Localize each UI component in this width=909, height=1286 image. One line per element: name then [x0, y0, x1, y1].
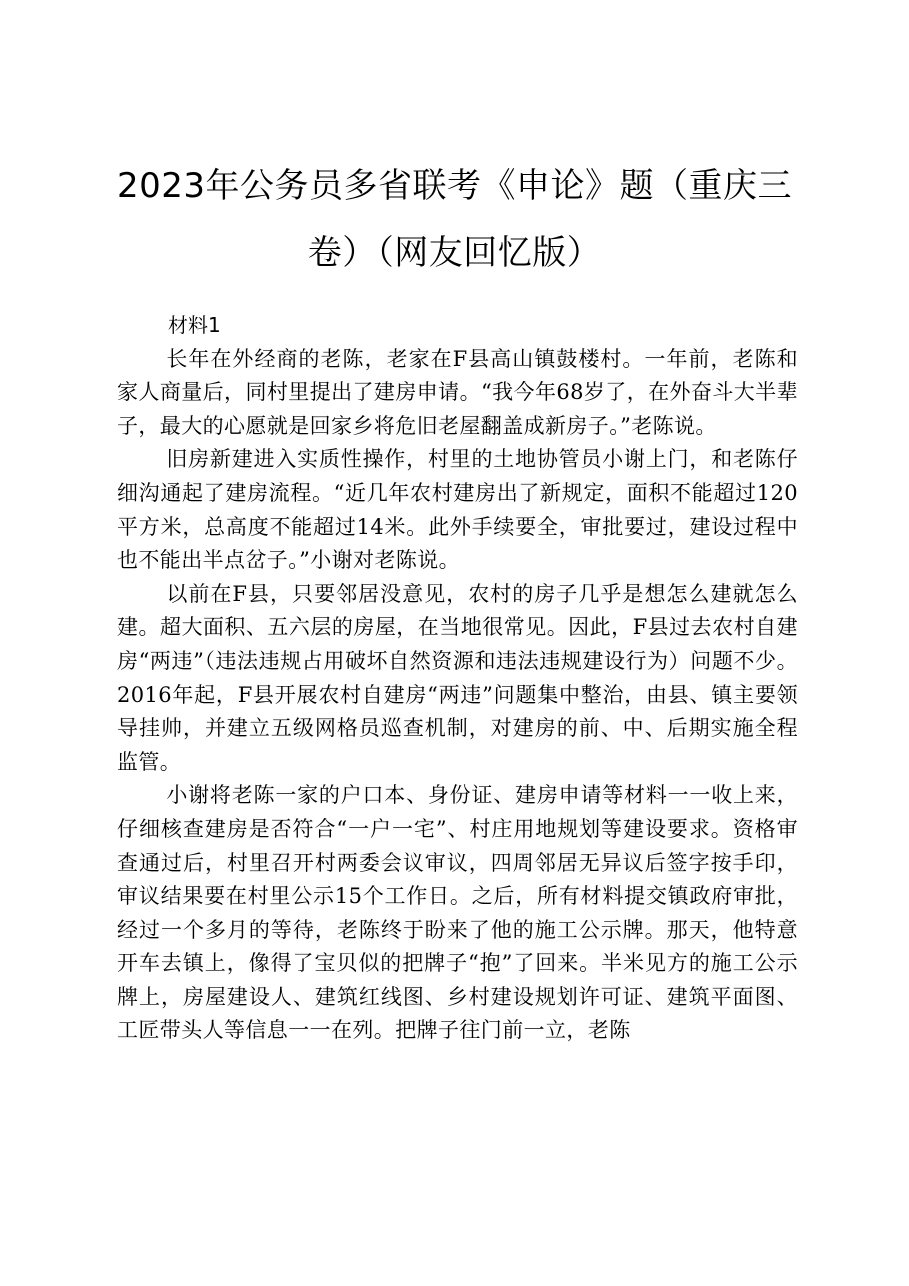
paragraph: 小谢将老陈一家的户口本、身份证、建房申请等材料一一收上来，仔细核查建房是否符合“一户一宅”、村庄用地规划等建设要求。资格审查通过后，村里召开村两委会议审议，四周邻居无异议后签字按手印，审议结果要在村里公示15个工作日。之后，所有材料提交镇政府审批，经过一个多月的等待，老陈终于盼来了他的施工公示牌。那天，他特意开车去镇上，像得了宝贝似的把牌子“抱”了回来。半米见方的施工公示牌上，房屋建设人、建筑红线图、乡村建设规划许可证、建筑平面图、工匠带头人等信息一一在列。把牌子往门前一立，老陈	[117, 783, 798, 1043]
paragraph: 旧房新建进入实质性操作，村里的土地协管员小谢上门，和老陈仔细沟通起了建房流程。“近几年农村建房出了新规定，面积不能超过120平方米，总高度不能超过14米。此外手续要全，审批要过，建设过程中也不能出半点岔子。”小谢对老陈说。	[117, 447, 798, 573]
paragraph: 长年在外经商的老陈，老家在F县高山镇鼓楼村。一年前，老陈和家人商量后，同村里提出了建房申请。“我今年68岁了，在外奋斗大半辈子，最大的心愿就是回家乡将危旧老屋翻盖成新房子。”老陈说。	[117, 346, 798, 438]
section-label: 材料1	[168, 313, 221, 337]
document-body	[117, 309, 798, 1048]
paragraph: 以前在F县，只要邻居没意见，农村的房子几乎是想怎么建就怎么建。超大面积、五六层的房屋，在当地很常见。因此，F县过去农村自建房“两违”（违法违规占用破坏自然资源和违法违规建设行为）问题不少。2016年起，F县开展农村自建房“两违”问题集中整治，由县、镇主要领导挂帅，并建立五级网格员巡查机制，对建房的前、中、后期实施全程监管。	[117, 581, 798, 774]
document-title-line-1: 2023年公务员多省联考《申论》题（重庆三	[116, 166, 793, 206]
document-title-line-2: 卷）（网友回忆版）	[307, 233, 602, 273]
